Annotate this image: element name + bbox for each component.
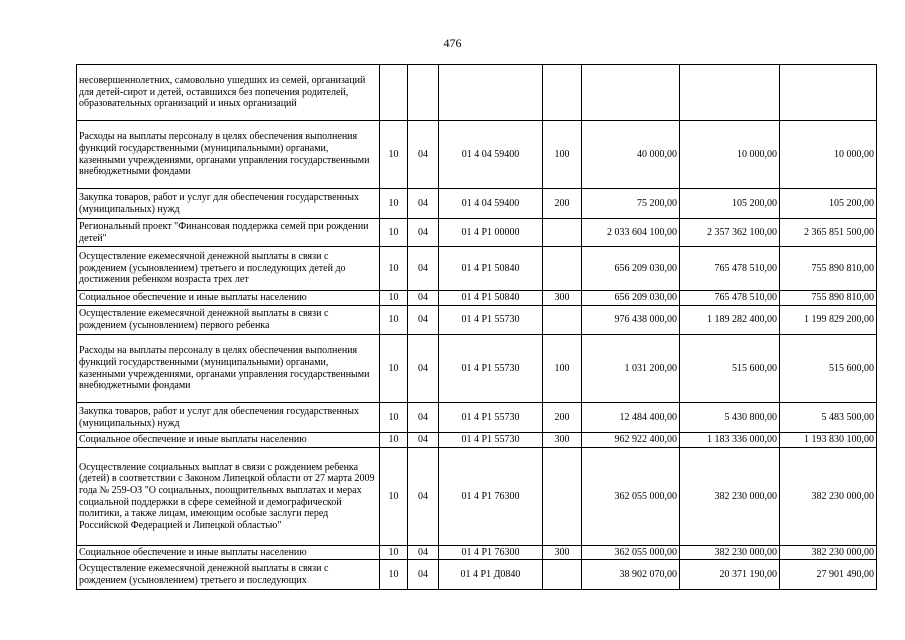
subsection-code-cell: 04 bbox=[408, 433, 439, 448]
subsection-code-cell: 04 bbox=[408, 335, 439, 403]
subsection-code-cell: 04 bbox=[408, 306, 439, 335]
expense-type-cell bbox=[543, 448, 582, 546]
expense-type-cell: 200 bbox=[543, 189, 582, 219]
subsection-code-cell: 04 bbox=[408, 448, 439, 546]
expense-type-cell: 200 bbox=[543, 403, 582, 433]
expense-type-cell: 100 bbox=[543, 335, 582, 403]
amount-year3-cell bbox=[780, 65, 877, 121]
target-article-cell: 01 4 P1 Д0840 bbox=[439, 560, 543, 590]
section-code-cell: 10 bbox=[380, 247, 408, 291]
target-article-cell: 01 4 P1 00000 bbox=[439, 219, 543, 247]
subsection-code-cell: 04 bbox=[408, 403, 439, 433]
section-code-cell: 10 bbox=[380, 403, 408, 433]
expense-name-cell: Расходы на выплаты персоналу в целях обеспечения выполнения функций государственными (муниципальными) органами, казенными учреждениями, органами управления государственными внебюджетными фондами bbox=[77, 121, 380, 189]
amount-year2-cell: 105 200,00 bbox=[680, 189, 780, 219]
amount-year3-cell: 10 000,00 bbox=[780, 121, 877, 189]
expense-type-cell: 300 bbox=[543, 546, 582, 560]
target-article-cell bbox=[439, 65, 543, 121]
amount-year1-cell: 656 209 030,00 bbox=[582, 247, 680, 291]
target-article-cell: 01 4 P1 50840 bbox=[439, 291, 543, 306]
amount-year3-cell: 755 890 810,00 bbox=[780, 247, 877, 291]
target-article-cell: 01 4 P1 55730 bbox=[439, 335, 543, 403]
expense-name-cell: Осуществление ежемесячной денежной выплаты в связи с рождением (усыновлением) третьего и последующих детей до достижения ребенком возраста трех лет bbox=[77, 247, 380, 291]
amount-year3-cell: 755 890 810,00 bbox=[780, 291, 877, 306]
amount-year2-cell bbox=[680, 65, 780, 121]
table-row bbox=[77, 291, 877, 306]
amount-year3-cell: 27 901 490,00 bbox=[780, 560, 877, 590]
section-code-cell: 10 bbox=[380, 121, 408, 189]
amount-year2-cell: 20 371 190,00 bbox=[680, 560, 780, 590]
target-article-cell: 01 4 P1 50840 bbox=[439, 247, 543, 291]
expense-type-cell bbox=[543, 560, 582, 590]
subsection-code-cell: 04 bbox=[408, 219, 439, 247]
expense-name-cell: Осуществление ежемесячной денежной выплаты в связи с рождением (усыновлением) третьего и последующих bbox=[77, 560, 380, 590]
amount-year1-cell: 976 438 000,00 bbox=[582, 306, 680, 335]
target-article-cell: 01 4 P1 55730 bbox=[439, 433, 543, 448]
table-row bbox=[77, 546, 877, 560]
amount-year3-cell: 515 600,00 bbox=[780, 335, 877, 403]
amount-year2-cell: 1 183 336 000,00 bbox=[680, 433, 780, 448]
table-row bbox=[77, 560, 877, 590]
expense-type-cell bbox=[543, 247, 582, 291]
target-article-cell: 01 4 P1 76300 bbox=[439, 448, 543, 546]
table-row bbox=[77, 306, 877, 335]
amount-year3-cell: 105 200,00 bbox=[780, 189, 877, 219]
table-body bbox=[77, 65, 877, 590]
table-row bbox=[77, 448, 877, 546]
expense-name-cell: Социальное обеспечение и иные выплаты населению bbox=[77, 546, 380, 560]
target-article-cell: 01 4 P1 55730 bbox=[439, 403, 543, 433]
amount-year2-cell: 765 478 510,00 bbox=[680, 291, 780, 306]
expense-type-cell: 300 bbox=[543, 291, 582, 306]
expense-type-cell bbox=[543, 306, 582, 335]
table-row bbox=[77, 403, 877, 433]
section-code-cell: 10 bbox=[380, 306, 408, 335]
amount-year2-cell: 5 430 800,00 bbox=[680, 403, 780, 433]
table-row bbox=[77, 335, 877, 403]
expense-name-cell: Региональный проект "Финансовая поддержка семей при рождении детей" bbox=[77, 219, 380, 247]
section-code-cell: 10 bbox=[380, 291, 408, 306]
amount-year2-cell: 10 000,00 bbox=[680, 121, 780, 189]
amount-year2-cell: 382 230 000,00 bbox=[680, 546, 780, 560]
amount-year1-cell bbox=[582, 65, 680, 121]
expense-name-cell: Закупка товаров, работ и услуг для обеспечения государственных (муниципальных) нужд bbox=[77, 403, 380, 433]
expense-name-cell: Осуществление социальных выплат в связи с рождением ребенка (детей) в соответствии с Законом Липецкой области от 27 марта 2009 года № 259-ОЗ "О социальных, поощрительных выплатах и мерах социальной поддержки в сфере семейной и демографической политики, а также лицам, имеющим особые заслуги перед Российской Федерацией и Липецкой областью" bbox=[77, 448, 380, 546]
amount-year1-cell: 2 033 604 100,00 bbox=[582, 219, 680, 247]
amount-year1-cell: 40 000,00 bbox=[582, 121, 680, 189]
expense-name-cell: несовершеннолетних, самовольно ушедших из семей, организаций для детей-сирот и детей, оставшихся без попечения родителей, образовательных организаций и иных организаций bbox=[77, 65, 380, 121]
amount-year2-cell: 515 600,00 bbox=[680, 335, 780, 403]
expense-name-cell: Социальное обеспечение и иные выплаты населению bbox=[77, 291, 380, 306]
amount-year2-cell: 382 230 000,00 bbox=[680, 448, 780, 546]
target-article-cell: 01 4 P1 76300 bbox=[439, 546, 543, 560]
subsection-code-cell: 04 bbox=[408, 560, 439, 590]
amount-year1-cell: 362 055 000,00 bbox=[582, 546, 680, 560]
budget-table bbox=[76, 64, 877, 590]
subsection-code-cell bbox=[408, 65, 439, 121]
amount-year1-cell: 962 922 400,00 bbox=[582, 433, 680, 448]
section-code-cell: 10 bbox=[380, 335, 408, 403]
amount-year2-cell: 1 189 282 400,00 bbox=[680, 306, 780, 335]
subsection-code-cell: 04 bbox=[408, 247, 439, 291]
page-number: 476 bbox=[443, 36, 462, 50]
target-article-cell: 01 4 P1 55730 bbox=[439, 306, 543, 335]
amount-year1-cell: 1 031 200,00 bbox=[582, 335, 680, 403]
amount-year3-cell: 2 365 851 500,00 bbox=[780, 219, 877, 247]
section-code-cell: 10 bbox=[380, 546, 408, 560]
amount-year3-cell: 1 193 830 100,00 bbox=[780, 433, 877, 448]
amount-year1-cell: 656 209 030,00 bbox=[582, 291, 680, 306]
expense-type-cell bbox=[543, 65, 582, 121]
amount-year1-cell: 38 902 070,00 bbox=[582, 560, 680, 590]
table-row bbox=[77, 121, 877, 189]
table-row bbox=[77, 219, 877, 247]
amount-year2-cell: 765 478 510,00 bbox=[680, 247, 780, 291]
amount-year3-cell: 5 483 500,00 bbox=[780, 403, 877, 433]
subsection-code-cell: 04 bbox=[408, 121, 439, 189]
expense-type-cell bbox=[543, 219, 582, 247]
target-article-cell: 01 4 04 59400 bbox=[439, 121, 543, 189]
amount-year3-cell: 1 199 829 200,00 bbox=[780, 306, 877, 335]
subsection-code-cell: 04 bbox=[408, 291, 439, 306]
subsection-code-cell: 04 bbox=[408, 189, 439, 219]
expense-type-cell: 100 bbox=[543, 121, 582, 189]
section-code-cell bbox=[380, 65, 408, 121]
section-code-cell: 10 bbox=[380, 219, 408, 247]
table-row bbox=[77, 65, 877, 121]
section-code-cell: 10 bbox=[380, 189, 408, 219]
section-code-cell: 10 bbox=[380, 433, 408, 448]
table-row bbox=[77, 189, 877, 219]
section-code-cell: 10 bbox=[380, 560, 408, 590]
table-row bbox=[77, 247, 877, 291]
expense-name-cell: Социальное обеспечение и иные выплаты населению bbox=[77, 433, 380, 448]
amount-year2-cell: 2 357 362 100,00 bbox=[680, 219, 780, 247]
subsection-code-cell: 04 bbox=[408, 546, 439, 560]
amount-year1-cell: 75 200,00 bbox=[582, 189, 680, 219]
amount-year1-cell: 12 484 400,00 bbox=[582, 403, 680, 433]
section-code-cell: 10 bbox=[380, 448, 408, 546]
expense-name-cell: Расходы на выплаты персоналу в целях обеспечения выполнения функций государственными (муниципальными) органами, казенными учреждениями, органами управления государственными внебюджетными фондами bbox=[77, 335, 380, 403]
target-article-cell: 01 4 04 59400 bbox=[439, 189, 543, 219]
table-row bbox=[77, 433, 877, 448]
amount-year3-cell: 382 230 000,00 bbox=[780, 448, 877, 546]
expense-name-cell: Осуществление ежемесячной денежной выплаты в связи с рождением (усыновлением) первого ребенка bbox=[77, 306, 380, 335]
amount-year3-cell: 382 230 000,00 bbox=[780, 546, 877, 560]
amount-year1-cell: 362 055 000,00 bbox=[582, 448, 680, 546]
expense-type-cell: 300 bbox=[543, 433, 582, 448]
expense-name-cell: Закупка товаров, работ и услуг для обеспечения государственных (муниципальных) нужд bbox=[77, 189, 380, 219]
